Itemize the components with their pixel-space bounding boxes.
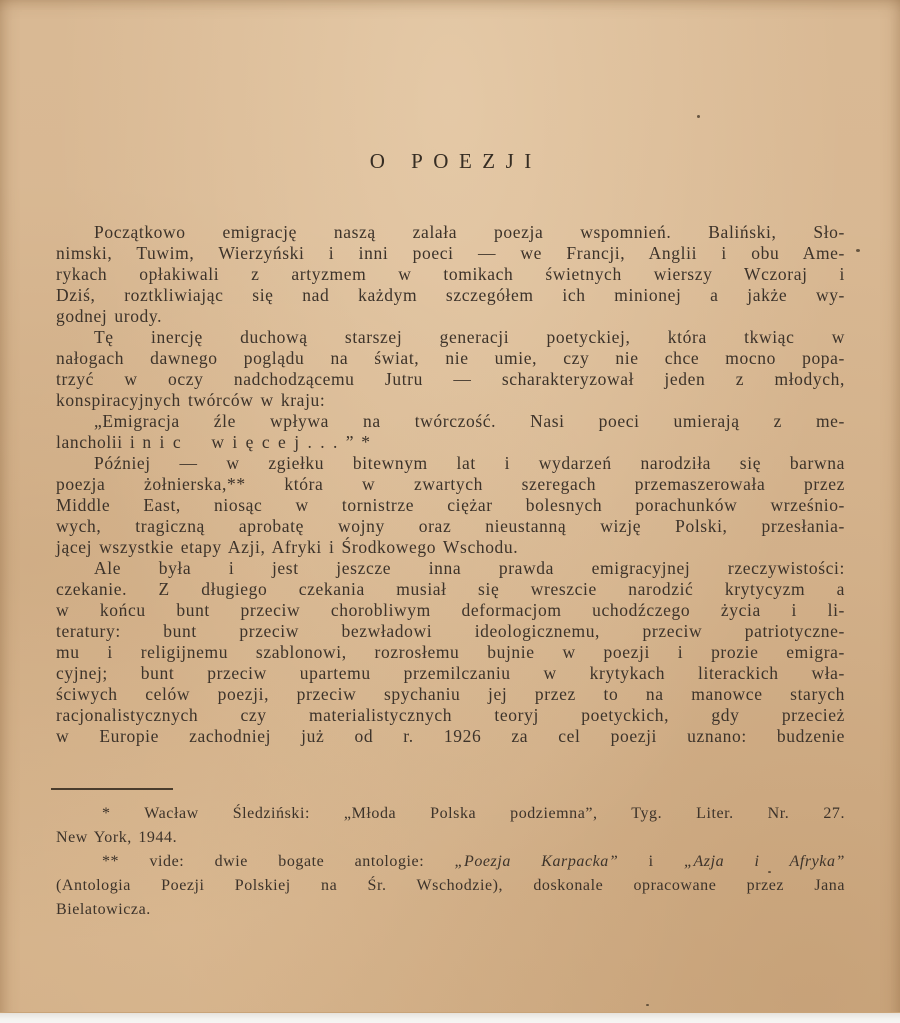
page-content — [56, 0, 845, 922]
text-line: nałogach dawnego poglądu na świat, nie umie, czy nie chce mocno popa- — [56, 348, 845, 368]
paragraph — [56, 558, 845, 747]
text-line: jącej wszystkie etapy Azji, Afryki i Środkowego Wschodu. — [56, 537, 519, 557]
text-segment: lancholii i — [56, 432, 143, 452]
text-line: Tę inercję duchową starszej generacji poetyckiej, która tkwiąc w — [94, 327, 845, 347]
text-line — [56, 432, 845, 453]
text-line: teratury: bunt przeciw bezwładowi ideologicznemu, przeciw patriotyczne- — [56, 621, 845, 641]
ink-speck — [768, 871, 771, 873]
text-line: Początkowo emigrację naszą zalała poezja wspomnień. Baliński, Sło- — [94, 222, 845, 242]
page-title: O POEZJI — [369, 149, 542, 173]
paragraph — [56, 327, 845, 411]
text-segment: ** vide: dwie bogate antologie: — [102, 853, 455, 870]
text-line: New York, 1944. — [56, 829, 178, 846]
italic-text: „Azja i Afryka” — [683, 853, 845, 870]
text-line: Później — w zgiełku bitewnym lat i wydarzeń narodziła się barwna — [94, 453, 845, 473]
text-line: czekanie. Z długiego czekania musiał się wreszcie narodzić krytycyzm a — [56, 579, 845, 599]
text-line: * Wacław Śledziński: „Młoda Polska podziemna”, Tyg. Liter. Nr. 27. — [102, 805, 845, 822]
text-line: w końcu bunt przeciw chorobliwym deformacjom uchodźczego życia i li- — [56, 600, 845, 620]
text-line: Middle East, niosąc w tornistrze ciężar bolesnych porachunków wrześnio- — [56, 495, 845, 515]
body-text — [56, 222, 845, 747]
paragraph — [56, 411, 845, 453]
text-segment: nic więcej... — [142, 432, 346, 452]
footnote-rule — [51, 788, 173, 790]
text-line: wych, tragiczną aprobatę wojny oraz nieustanną wizję Polski, przesłania- — [56, 516, 845, 536]
text-line: Bielatowicza. — [56, 901, 151, 918]
text-segment: ” * — [345, 432, 371, 452]
ink-speck — [856, 249, 860, 252]
text-line: poezja żołnierska,** która w zwartych szeregach przemaszerowała przez — [56, 474, 845, 494]
text-line: rykach opłakiwali z artyzmem w tomikach świetnych wierszy Wczoraj i — [56, 264, 845, 284]
text-segment: i — [618, 853, 684, 870]
ink-speck — [646, 1004, 649, 1006]
ink-speck — [697, 115, 700, 118]
text-line: (Antologia Poezji Polskiej na Śr. Wschodzie), doskonale opracowane przez Jana — [56, 877, 845, 894]
scanner-edge-strip — [0, 1012, 900, 1023]
text-line: konspiracyjnych twórców w kraju: — [56, 390, 326, 410]
paragraph — [56, 222, 845, 327]
italic-text: „Poezja Karpacka” — [454, 853, 619, 870]
text-line: mu i religijnemu szablonowi, rozrosłemu bujnie w poezji i prozie emigra- — [56, 642, 845, 662]
text-line: godnej urody. — [56, 306, 163, 326]
text-line: nimski, Tuwim, Wierzyński i inni poeci — we Francji, Anglii i obu Ame- — [56, 243, 845, 263]
footnotes — [56, 802, 845, 922]
text-line — [56, 850, 845, 874]
text-line: Dziś, roztkliwiając się nad każdym szczegółem ich minionej a jakże wy- — [56, 285, 845, 305]
text-line: Ale była i jest jeszcze inna prawda emigracyjnej rzeczywistości: — [94, 558, 845, 578]
footnote — [56, 802, 845, 850]
paragraph — [56, 453, 845, 558]
text-line: racjonalistycznych czy materialistycznych teoryj poetyckich, gdy przecież — [56, 705, 845, 725]
text-line: cyjnej; bunt przeciw upartemu przemilczaniu w krytykach literackich wła- — [56, 663, 845, 683]
text-line: w Europie zachodniej już od r. 1926 za cel poezji uznano: budzenie — [56, 726, 845, 746]
text-line: „Emigracja źle wpływa na twórczość. Nasi poeci umierają z me- — [94, 411, 845, 431]
text-line: trzyć w oczy nadchodzącemu Jutru — scharakteryzował jeden z młodych, — [56, 369, 845, 389]
text-line: ściwych celów poezji, przeciw spychaniu jej przez to na manowce starych — [56, 684, 845, 704]
footnote — [56, 850, 845, 922]
